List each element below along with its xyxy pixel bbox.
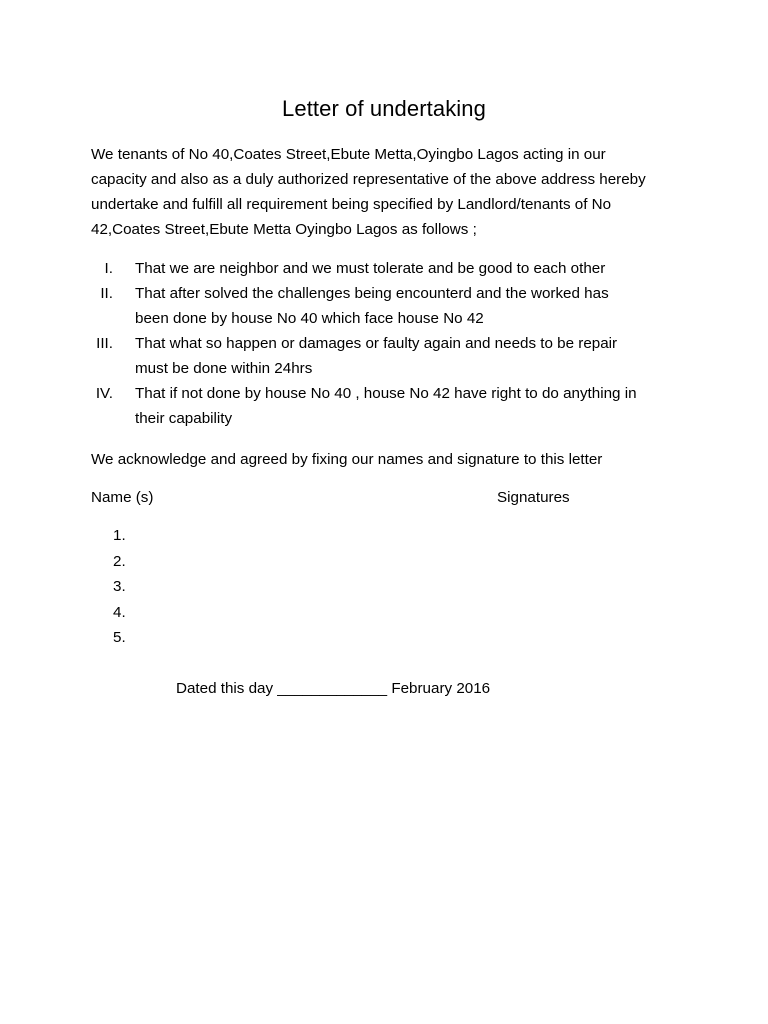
page-title: Letter of undertaking	[282, 96, 486, 121]
condition-item	[91, 331, 711, 381]
acknowledgement-text: We acknowledge and agreed by fixing our names and signature to this letter	[91, 451, 603, 468]
conditions-list	[91, 256, 711, 431]
condition-item	[91, 256, 711, 281]
signatory-number: 3.	[113, 578, 126, 595]
condition-line: That after solved the challenges being encounterd and the worked has	[135, 285, 609, 302]
condition-line: must be done within 24hrs	[135, 360, 313, 377]
names-heading: Name (s)	[91, 489, 154, 506]
intro-line: undertake and fulfill all requirement being specified by Landlord/tenants of No	[91, 196, 612, 213]
condition-numeral: IV.	[95, 385, 113, 402]
signatory-list	[113, 523, 126, 651]
condition-line: That we are neighbor and we must tolerate and be good to each other	[135, 260, 606, 277]
intro-paragraph	[91, 142, 691, 242]
dated-line: Dated this day _____________ February 2016	[176, 680, 491, 697]
signatory-number: 5.	[113, 629, 126, 646]
signatures-heading: Signatures	[497, 489, 570, 506]
condition-line: their capability	[135, 410, 233, 427]
condition-text	[135, 281, 711, 331]
signatory-number: 1.	[113, 527, 126, 544]
condition-text	[135, 256, 711, 281]
condition-numeral: I.	[104, 260, 113, 277]
condition-text	[135, 331, 711, 381]
condition-item	[91, 381, 711, 431]
intro-line: 42,Coates Street,Ebute Metta Oyingbo Lagos as follows ;	[91, 221, 477, 238]
signatory-number: 4.	[113, 603, 126, 621]
condition-text	[135, 381, 711, 431]
intro-line: capacity and also as a duly authorized representative of the above address hereby	[91, 171, 646, 188]
condition-line: been done by house No 40 which face house No 42	[135, 310, 484, 327]
condition-numeral: II.	[100, 285, 113, 302]
condition-line: That if not done by house No 40 , house No 42 have right to do anything in	[135, 385, 637, 402]
intro-line: We tenants of No 40,Coates Street,Ebute Metta,Oyingbo Lagos acting in our	[91, 146, 606, 163]
signatory-number: 2.	[113, 552, 126, 570]
condition-item	[91, 281, 711, 331]
condition-line: That what so happen or damages or faulty again and needs to be repair	[135, 335, 618, 352]
condition-numeral: III.	[96, 335, 113, 352]
